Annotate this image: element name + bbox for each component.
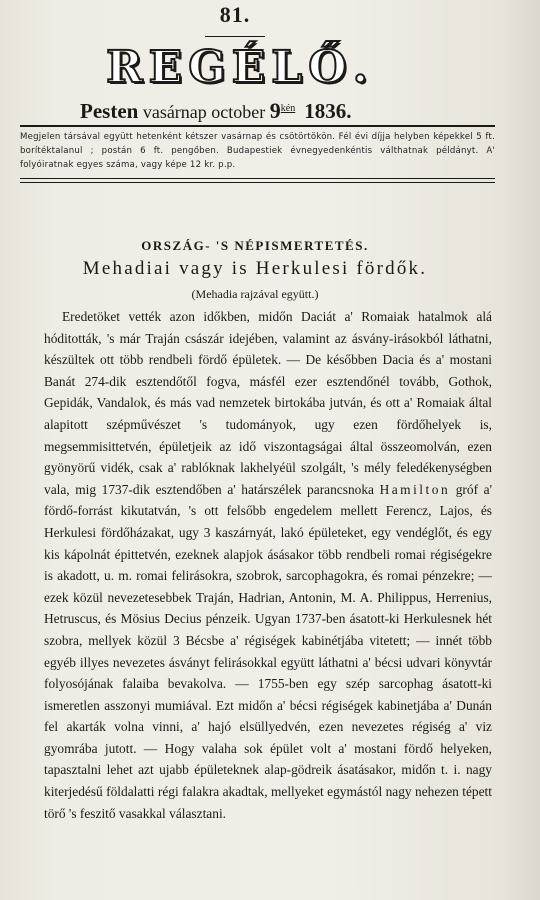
header-rule-thin: [20, 182, 495, 183]
section-heading: ORSZÁG- 'S NÉPISMERTETÉS.: [141, 238, 369, 253]
article-body: [44, 306, 492, 824]
masthead: [60, 42, 420, 94]
dateline-day-suffix: kén: [280, 103, 296, 114]
article-caption: (Mehadia rajzával együtt.): [191, 287, 319, 301]
dateline-year: 1836.: [304, 99, 352, 123]
page-number-rule: [205, 36, 265, 37]
article-text-part2: gróf a' fördő-forrást kikutatván, 's ott felsőbb engedelem mellett Ferencz, Lajos, és Herkulesi fördőházakat, ugy 3 kaszárnyát, lakó épületeket, egy vendéglőt, és egy kis kápolnát épittetvén, ezeknek alapjok ásásakor több rendbeli romai régiségekre is akadott, u. m. romai felirásokra, szobrok, sarcophagokra, és romai pénzekre; — ezek közül nevezetesebbek Traján, Hadrian, Antonin, M. A. Philippus, Herrenius, Hetruscus, és Mösius Decius pénzeik. Ugyan 1737-ben ásatott-ki Herkulesnek hét szobra, mellyek közül 3 Bécsbe a' régiségek kabinétjába vitetett; — innét több egyéb illyes nevezetes ásványt felirásokkal együtt láthatni a' bécsi udvari könyvtár folyosójának falaiba bevakolva. — 1755-ben egy szép sarcophag ásatott-ki ismeretlen asszonyi mumiával. Ezt midőn a' bécsi régiségek kabinetjába a' Dunán fel akarták volna vinni, a' hajó elsüllyedvén, ezen nevezetes régiség a' viz gyomrába jutott. — Hogy valaha sok épület volt a' mostani fördő helyeken, tapasztalni lehet azt ujabb épületeknek alap-gödreik ásatásakor, midőn t. i. nagy kiterjedésű földalatti régi falakra akadtak, mellyeket egymástól nagy nehezen tépett törő 's feszitő vasakkal választani.: [44, 481, 492, 821]
article-paragraph: [44, 306, 492, 824]
article-title: Mehadiai vagy is Herkulesi fördők.: [82, 258, 428, 279]
header-rule-bottom: [20, 178, 495, 179]
article-name-hamilton: Hamilton: [379, 481, 451, 497]
header-rule-top: [20, 125, 495, 127]
masthead-title: REGÉLŐ.: [106, 42, 374, 93]
page-number: 81.: [219, 2, 251, 27]
page-edge-shadow: [500, 0, 540, 900]
subscription-notice: Megjelen társával együtt hetenként kétszer vasárnap és csötörtökön. Fél évi díjja helyben képekkel 5 ft. borítéktalanul ; postán 6 ft. pengőben. Budapestiek évnegyedenkéntis válthatnak példányt. A' folyóiratnak egyes száma, vagy képe 12 kr. p.p.: [20, 132, 495, 170]
dateline-city: Pesten: [80, 99, 139, 123]
dateline-weekday-month: vasárnap october: [142, 102, 266, 122]
dateline: [80, 98, 420, 123]
dateline-day: 9: [269, 98, 281, 123]
article-text-part1: Eredetöket vették azon időkben, midőn Daciát a' Romaiak hatalmok alá hóditották, 's már Traján császár idejében, valamint az ásvány-irásokból láthatni, készültek ott több rendbeli fördő épületek. — De későbben Dacia és a' mostani Banát 274-dik esztendőtől fogva, másfél ezer esztendőnél tovább, Gothok, Gepidák, Vandalok, és más vad nemzetek birtokába jutván, és ott a' Romaiak által alapitott szépművészet 's tudományok, ugy ezen fördőhelyek is, megsemmisittetvén, épületjeik az idő viszontagságai által összeomolván, ezen gyönyörű vidék, csak a' rablóknak lakhelyéül szolgált, 's mély feledékenységben vala, mig 1737-dik esztendőben a' határszélek parancsnoka: [44, 309, 492, 497]
